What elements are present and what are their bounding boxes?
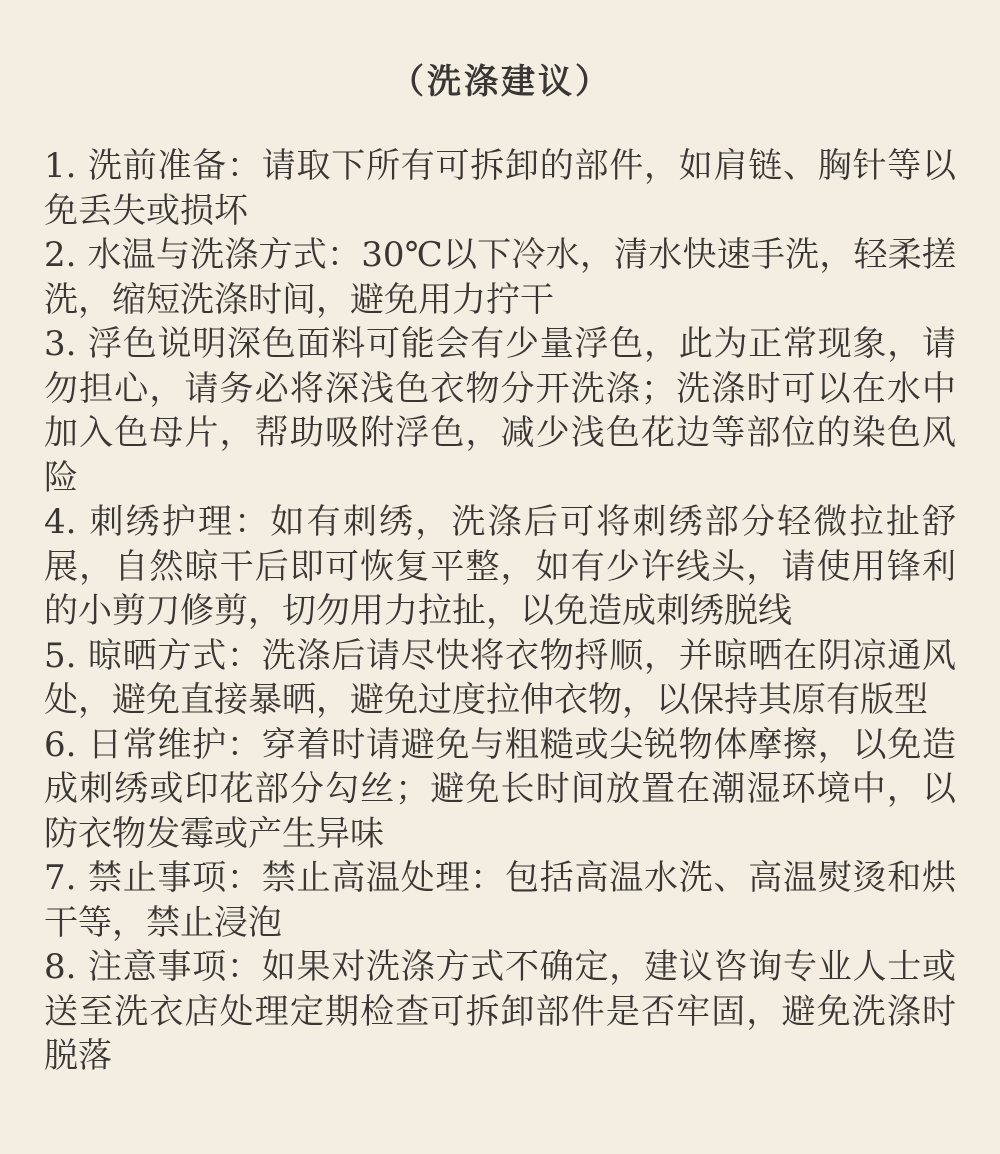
instruction-item-4: 4. 刺绣护理：如有刺绣，洗涤后可将刺绣部分轻微拉扯舒展，自然晾干后即可恢复平整，如有少许线头，请使用锋利的小剪刀修剪，切勿用力拉扯，以免造成刺绣脱线 (44, 502, 956, 631)
care-instructions-list (44, 144, 956, 1079)
instruction-item-2: 2. 水温与洗涤方式：30℃以下冷水，清水快速手洗，轻柔搓洗，缩短洗涤时间，避免用力拧干 (44, 235, 956, 320)
instruction-item-8: 8. 注意事项：如果对洗涤方式不确定，建议咨询专业人士或送至洗衣店处理定期检查可拆卸部件是否牢固，避免洗涤时脱落 (44, 947, 956, 1076)
instruction-item-3: 3. 浮色说明深色面料可能会有少量浮色，此为正常现象，请勿担心，请务必将深浅色衣物分开洗涤；洗涤时可以在水中加入色母片，帮助吸附浮色，减少浅色花边等部位的染色风险 (44, 324, 956, 498)
instruction-item-7: 7. 禁止事项：禁止高温处理：包括高温水洗、高温熨烫和烘干等，禁止浸泡 (44, 858, 956, 943)
instruction-item-1: 1. 洗前准备：请取下所有可拆卸的部件，如肩链、胸针等以免丢失或损坏 (44, 146, 956, 231)
page-title: （洗涤建议） (390, 62, 612, 102)
instruction-item-5: 5. 晾晒方式：洗涤后请尽快将衣物捋顺，并晾晒在阴凉通风处，避免直接暴晒，避免过度拉伸衣物，以保持其原有版型 (44, 635, 956, 720)
instruction-item-6: 6. 日常维护：穿着时请避免与粗糙或尖锐物体摩擦，以免造成刺绣或印花部分勾丝；避免长时间放置在潮湿环境中，以防衣物发霉或产生异味 (44, 724, 956, 854)
